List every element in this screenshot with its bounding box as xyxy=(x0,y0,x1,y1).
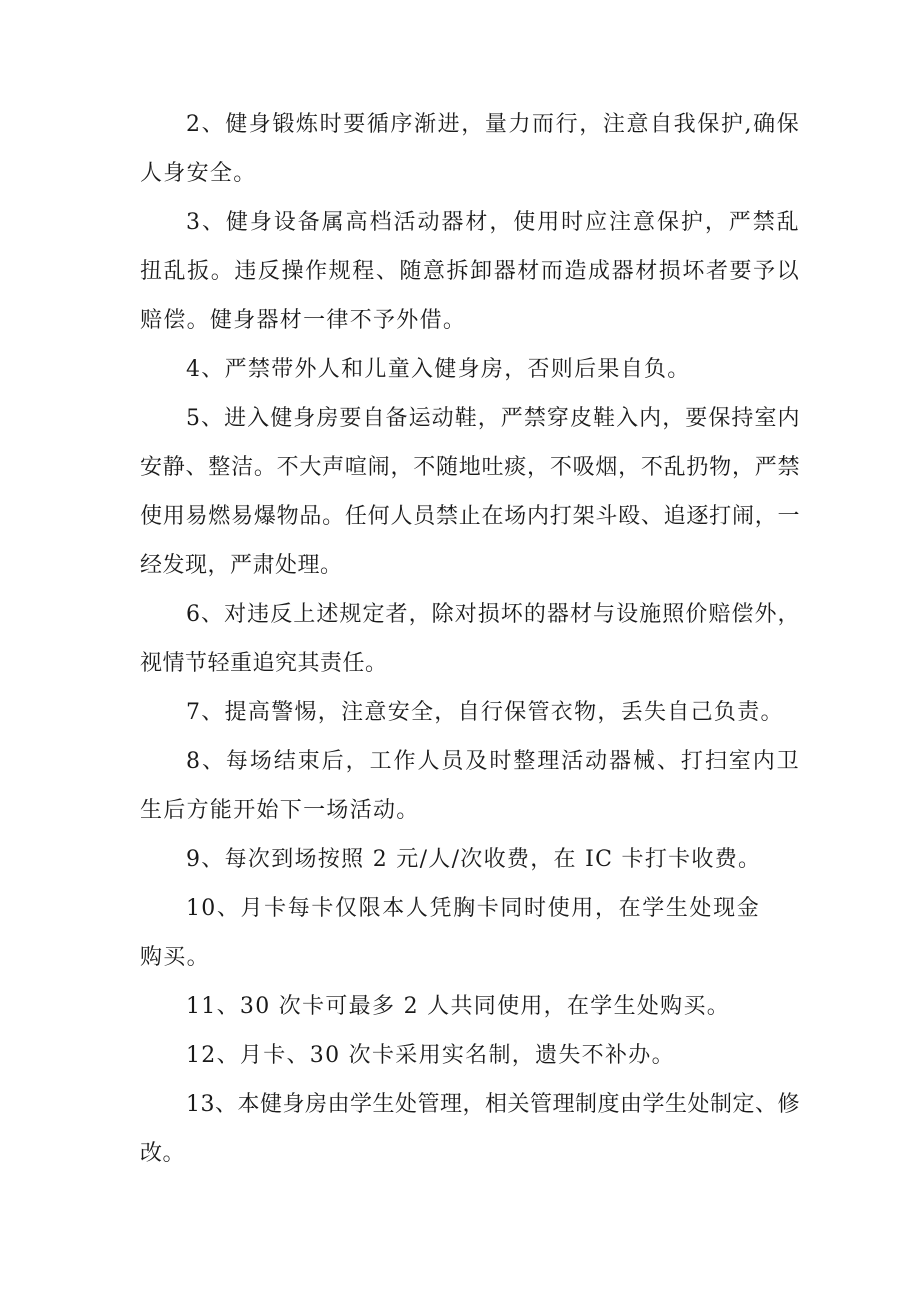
rule-item-2: 2、健身锻炼时要循序渐进，量力而行，注意自我保护,确保人身安全。 xyxy=(140,112,800,186)
rule-item-12: 12、月卡、30 次卡采用实名制，遗失不补办。 xyxy=(186,1043,675,1068)
rule-item-5: 5、进入健身房要自备运动鞋，严禁穿皮鞋入内，要保持室内安静、整洁。不大声喧闹，不随地吐痰，不吸烟，不乱扔物，严禁使用易燃易爆物品。任何人员禁止在场内打架斗殴、追逐打闹，一经发现，严肃处理。 xyxy=(140,406,800,578)
rule-item-7: 7、提高警惕，注意安全，自行保管衣物，丢失自己负责。 xyxy=(186,700,784,725)
rules-list xyxy=(140,100,800,1178)
rule-item-8: 8、每场结束后，工作人员及时整理活动器械、打扫室内卫生后方能开始下一场活动。 xyxy=(140,749,800,823)
rule-item-13: 13、本健身房由学生处管理，相关管理制度由学生处制定、修改。 xyxy=(140,1092,800,1166)
rule-item-3: 3、健身设备属高档活动器材，使用时应注意保护，严禁乱扭乱扳。违反操作规程、随意拆卸器材而造成器材损坏者要予以赔偿。健身器材一律不予外借。 xyxy=(140,210,800,333)
rule-item-10: 10、月卡每卡仅限本人凭胸卡同时使用，在学生处现金购买。 xyxy=(140,896,760,970)
rule-item-4: 4、严禁带外人和儿童入健身房，否则后果自负。 xyxy=(186,357,691,382)
rule-item-11: 11、30 次卡可最多 2 人共同使用，在学生处购买。 xyxy=(186,994,731,1019)
rule-item-6: 6、对违反上述规定者，除对损坏的器材与设施照价赔偿外，视情节轻重追究其责任。 xyxy=(140,602,800,676)
rule-item-9: 9、每次到场按照 2 元/人/次收费，在 IC 卡打卡收费。 xyxy=(186,847,762,872)
